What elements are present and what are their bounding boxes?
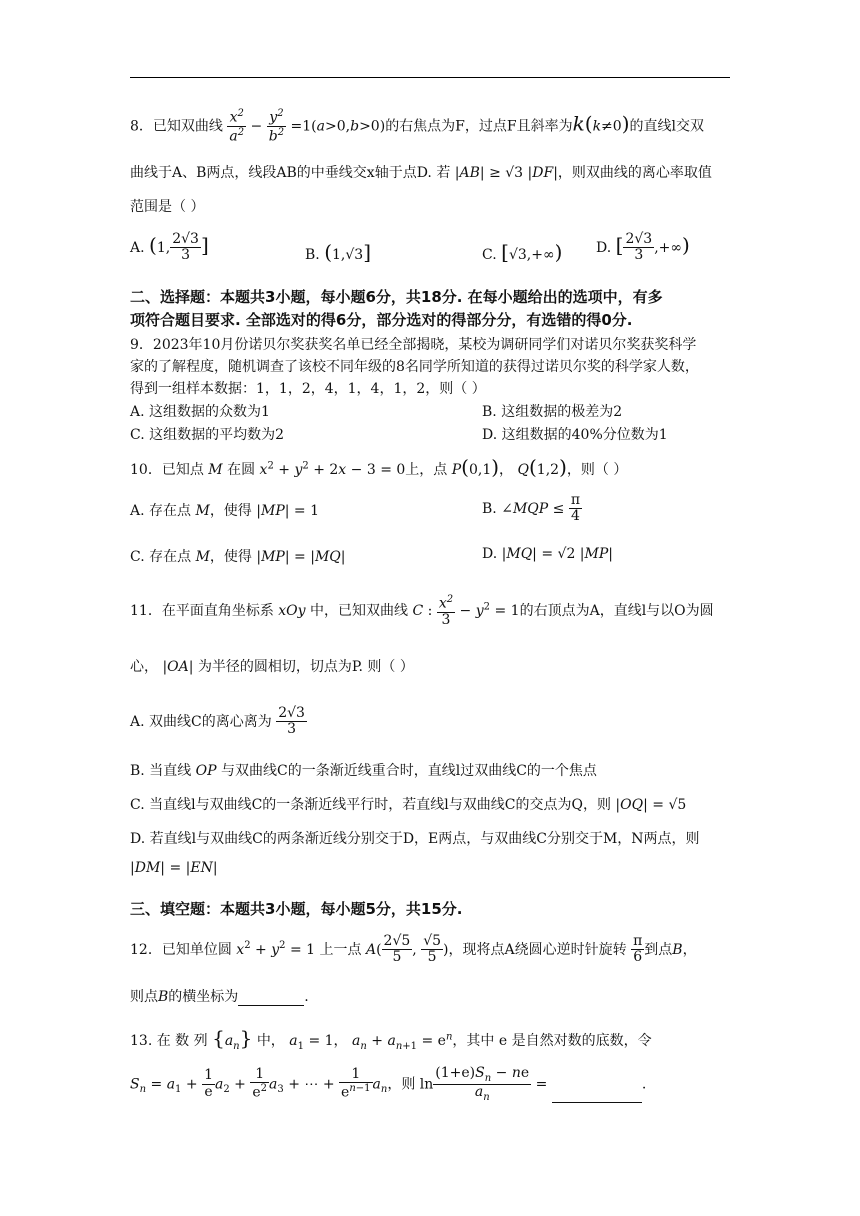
q9-option-c[interactable]: C. 这组数据的平均数为2	[130, 427, 285, 443]
section-3-heading: 三、填空题：本题共3小题，每小题5分，共15分.	[130, 900, 463, 918]
q11-option-b[interactable]: B. 当直线 OP 与双曲线C的一条渐近线重合时，直线l过双曲线C的一个焦点	[130, 763, 597, 779]
q8-option-d[interactable]: D. [ $\frac{2√3}{3}$ ,+∞)	[596, 231, 690, 264]
q11-option-d-line2: |DM| = |EN|	[130, 860, 218, 876]
q11-stem-line1: 11．在平面直角坐标系 xOy 中，已知双曲线 C : $\frac{x^2}{3}$ − $y^2 = 1$的右顶点为A，直线l与以O为圆	[130, 594, 714, 629]
q9-option-a[interactable]: A. 这组数据的众数为1	[130, 404, 270, 420]
q12-answer-blank[interactable]	[238, 989, 304, 1006]
q10-option-a[interactable]: A. 存在点 M，使得 |MP| = 1	[130, 503, 320, 519]
q13-stem-line2: $S_n = a_1$ + $\frac{1}{e}$ $a_2$ + $\frac{1}{e^2}$ $a_3$ + ⋯ + $\frac{1}{e^{n-1}}$ $a_n$，则 ln $\frac{(1+e)S_n - ne}{a_n}$ = .	[130, 1065, 647, 1103]
q8-frac-y: $\frac{y^2}{b^2}$	[268, 108, 285, 145]
q13-answer-blank[interactable]	[552, 1086, 642, 1103]
q9-line1: 9．2023年10月份诺贝尔奖获奖名单已经全部揭晓，某校为调研同学们对诺贝尔奖获奖科学	[130, 337, 697, 353]
q9-option-b[interactable]: B. 这组数据的极差为2	[482, 404, 623, 420]
q10-option-b[interactable]: B. ∠MQP ≤ $\frac{\pi}{4}$	[482, 492, 581, 525]
section-2-heading-line2: 项符合题目要求. 全部选对的得6分，部分选对的得部分分，有选错的得0分.	[130, 311, 633, 329]
q10-option-c[interactable]: C. 存在点 M，使得 |MP| = |MQ|	[130, 549, 346, 565]
q9-line3: 得到一组样本数据：1，1，2，4，1，4，1，2，则（ ）	[130, 381, 486, 397]
q10-option-d[interactable]: D. |MQ| = √2 |MP|	[482, 546, 613, 562]
q8-option-b[interactable]: B. (1,√3]	[305, 240, 372, 264]
header-rule	[130, 77, 730, 78]
q9-line2: 家的了解程度，随机调查了该校不同年级的8名同学所知道的获得过诺贝尔奖的科学家人数，	[130, 359, 699, 375]
q8-line3: 范围是（ ）	[130, 199, 205, 215]
q13-stem-line1: 13. 在 数 列 $\{a_n\}$ 中， $a_1 = 1$， $a_n + a_{n+1} = e^n$，其中 e 是自然对数的底数，令	[130, 1026, 652, 1052]
q11-option-d-line1[interactable]: D. 若直线l与双曲线C的两条渐近线分别交于D，E两点，与双曲线C分别交于M，N两点，则	[130, 831, 700, 847]
q9-option-d[interactable]: D. 这组数据的40%分位数为1	[482, 427, 668, 443]
q11-stem-line2: 心， |OA| 为半径的圆相切，切点为P. 则（ ）	[130, 659, 414, 675]
q8-option-a[interactable]: A. (1, $\frac{2√3}{3}$ ]	[130, 231, 209, 264]
q10-stem: 10．已知点 M 在圆 $x^2 + y^2 + 2x - 3 = 0$上，点 P(0,1)， Q(1,2)，则（ ）	[130, 455, 628, 479]
q8-line2: 曲线于A、B两点，线段AB的中垂线交x轴于点D. 若 |AB| ≥ √3 |DF|，则双曲线的离心率取值	[130, 165, 712, 181]
q12-stem-line2: 则点B的横坐标为 .	[130, 989, 309, 1005]
q8-option-c[interactable]: C. [√3,+∞)	[482, 240, 563, 264]
q11-option-a[interactable]: A. 双曲线C的离心离为 $\frac{2√3}{3}$	[130, 705, 305, 738]
q8-frac-x: $\frac{x^2}{a^2}$	[229, 108, 245, 145]
q8-line1: 8．已知双曲线 $\frac{x^2}{a^2}$ − $\frac{y^2}{b^2}$ =1(a>0,b>0)的右焦点为F，过点F且斜率为k(k≠0)的直线l交双	[130, 108, 704, 145]
q11-option-c[interactable]: C. 当直线l与双曲线C的一条渐近线平行时，若直线l与双曲线C的交点为Q，则 |OQ| = √5	[130, 797, 687, 813]
section-2-heading-line1: 二、选择题：本题共3小题，每小题6分，共18分. 在每小题给出的选项中，有多	[130, 288, 663, 306]
q12-stem-line1: 12．已知单位圆 $x^2 + y^2 = 1$ 上一点 A( $\frac{2√5}{5}$ , $\frac{√5}{5}$ )，现将点A绕圆心逆时针旋转 $\frac{\pi}{6}$ 到点B，	[130, 933, 697, 966]
